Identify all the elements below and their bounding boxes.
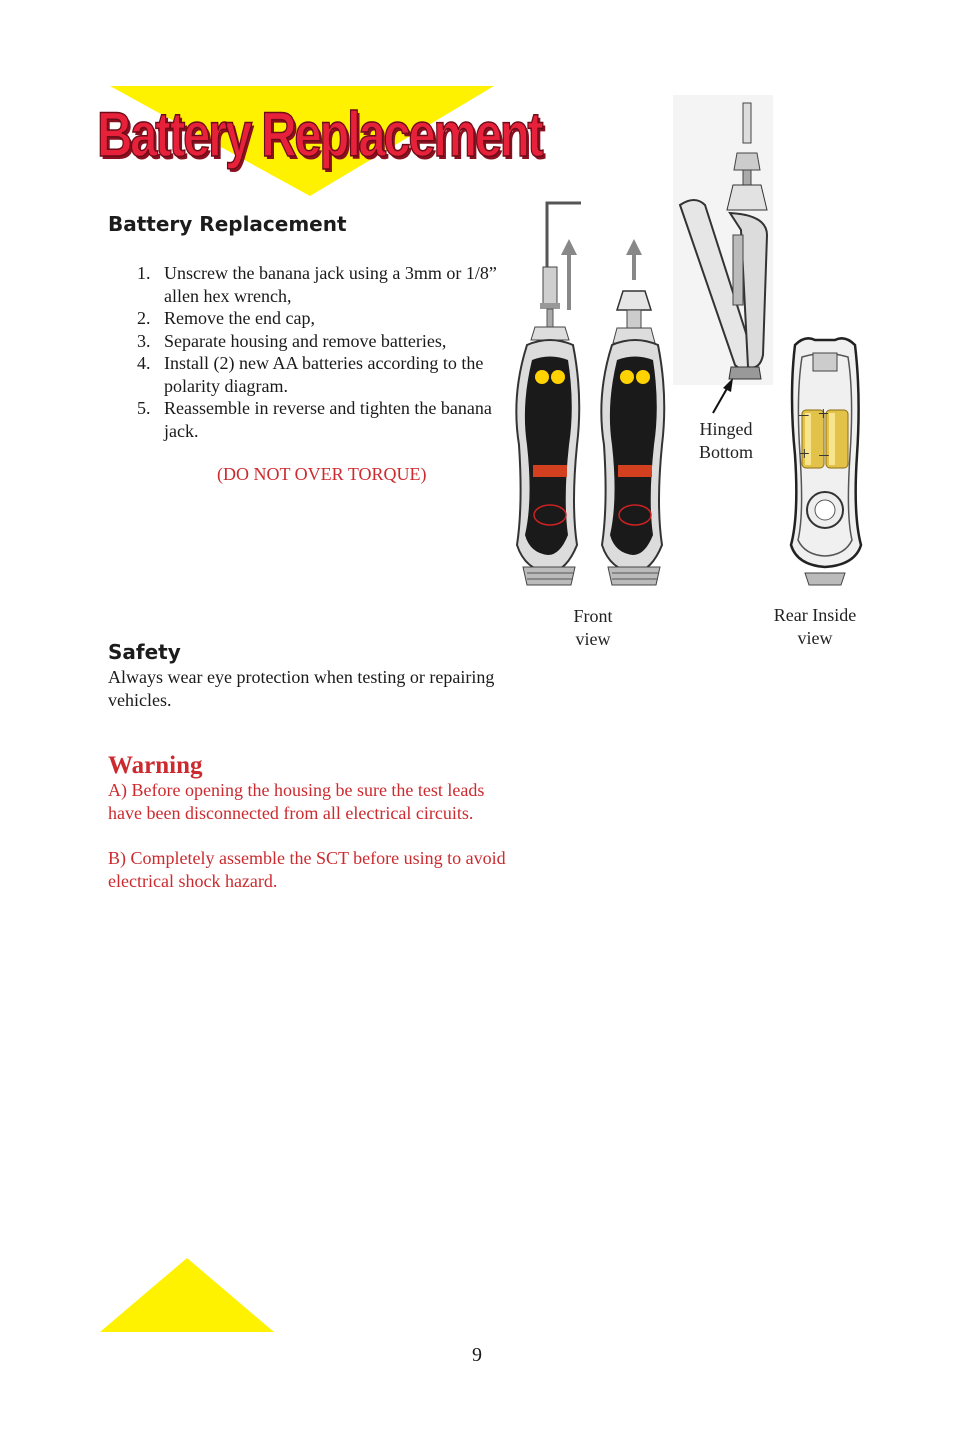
caption-rear-inside-view: Rear Inside view	[773, 605, 857, 648]
warning-heading: Warning	[108, 752, 203, 779]
battery-polarity-top: – +	[799, 404, 829, 425]
tester-diagram	[505, 95, 875, 605]
banana-jack-illustration	[531, 267, 569, 340]
corner-triangle-decoration	[100, 1258, 276, 1334]
torque-note: (DO NOT OVER TORQUE)	[217, 464, 427, 484]
page-number: 9	[472, 1344, 482, 1366]
warning-item-b: B) Completely assemble the SCT before using to avoid electrical shock hazard.	[108, 848, 506, 891]
tester-front-view	[516, 340, 579, 585]
tester-hinged-side-view	[673, 95, 773, 385]
caption-front-view: Front view	[573, 606, 613, 649]
page-title: Battery Replacement	[97, 100, 542, 170]
hex-wrench-illustration	[547, 203, 581, 270]
up-arrow-icon	[561, 239, 577, 310]
section-heading: Battery Replacement	[108, 212, 347, 236]
safety-heading: Safety	[108, 640, 181, 664]
battery-polarity-bottom: + –	[799, 444, 829, 465]
up-arrow-icon	[626, 239, 642, 280]
warning-item-a: A) Before opening the housing be sure the test leads have been disconnected from all electrical circuits.	[108, 780, 485, 823]
list-item: 3. Separate housing and remove batteries,	[137, 330, 447, 351]
end-cap-illustration	[613, 291, 655, 343]
list-item: 1. Unscrew the banana jack using a 3mm or 1/8” allen hex wrench,	[137, 263, 497, 306]
list-item: 2. Remove the end cap,	[137, 308, 315, 328]
caption-hinged-bottom: Hinged Bottom	[698, 419, 753, 462]
list-item: 4. Install (2) new AA batteries according to the polarity diagram.	[137, 353, 484, 396]
steps-list	[137, 262, 507, 442]
tester-front-view	[601, 340, 664, 585]
safety-text: Always wear eye protection when testing or repairing vehicles.	[108, 667, 495, 710]
list-item: 5. Reassemble in reverse and tighten the banana jack.	[137, 398, 492, 441]
